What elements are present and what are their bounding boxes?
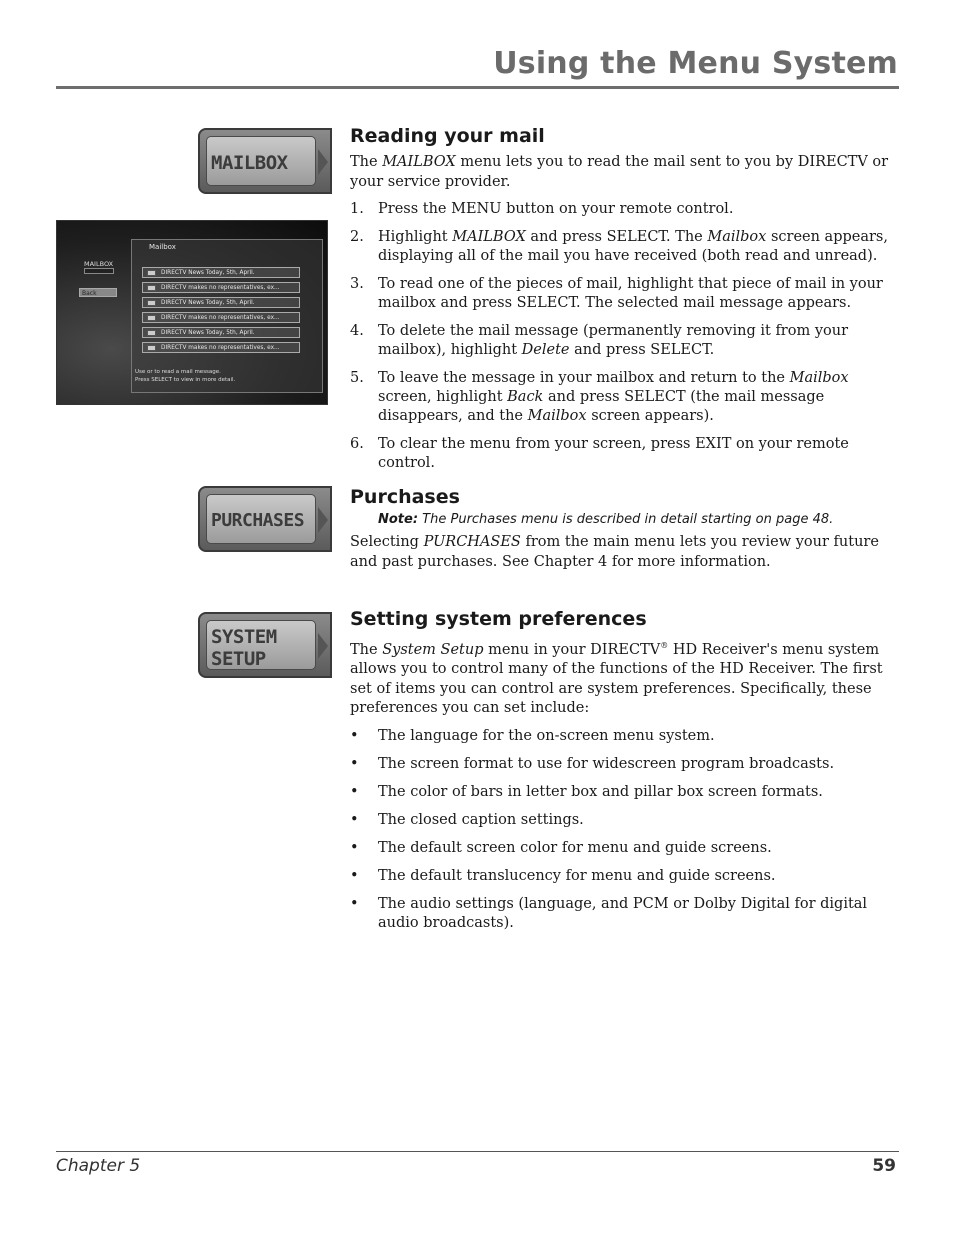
step-text: To delete the mail message (permanently removing it from your mailbox), highlight: [378, 323, 849, 358]
step-number: 5.: [350, 370, 364, 386]
step-text: Highlight: [378, 229, 453, 245]
bullet-icon: •: [350, 783, 359, 800]
preferences-list: [350, 727, 898, 933]
mailbox-menu-tab: [198, 128, 332, 194]
step-text: and press SELECT (the mail message disappears, and the: [378, 389, 825, 424]
step-number: 2.: [350, 229, 364, 245]
preference-text: The audio settings (language, and PCM or Dolby Digital for digital audio broadcasts).: [378, 895, 868, 931]
section-intro: [350, 636, 898, 719]
mail-message-text: DIRECTV makes no representatives, ex...: [161, 345, 280, 351]
page-title: Using the Menu System: [493, 46, 898, 81]
tab-line: SYSTEM: [211, 626, 277, 648]
preference-text: The closed caption settings.: [378, 811, 584, 828]
step-text-italic: Mailbox: [789, 370, 849, 386]
mail-message-row: [142, 297, 300, 308]
section-heading: Reading your mail: [350, 125, 545, 147]
step-item: [350, 435, 898, 473]
footer-page-number: 59: [872, 1156, 896, 1176]
step-number: 4.: [350, 323, 364, 339]
text: The: [350, 641, 383, 658]
system-setup-tab-label: [206, 620, 316, 670]
text: The: [350, 154, 383, 170]
section-heading: Purchases: [350, 486, 460, 508]
preference-text: The screen format to use for widescreen program broadcasts.: [378, 755, 835, 772]
help-text: Use or to read a mail message.: [135, 369, 221, 375]
arrow-right-icon: [318, 633, 328, 659]
purchases-section: [350, 486, 898, 572]
mail-message-text: DIRECTV News Today, 5th, April.: [161, 300, 255, 306]
envelope-icon: [147, 345, 156, 351]
mailbox-side-bar: [84, 268, 114, 274]
mail-message-text: DIRECTV News Today, 5th, April.: [161, 270, 255, 276]
step-text: screen, highlight: [378, 389, 508, 405]
note-label: Note:: [378, 512, 419, 527]
envelope-icon: [147, 285, 156, 291]
step-text: screen appears).: [586, 408, 714, 424]
text: HD Receiver's menu system allows you to control many of the functions of the HD Receiver. The first set of items you can control are system preferences. Specifically, these preferences you can set include:: [350, 641, 883, 717]
mailbox-tab-label: MAILBOX: [206, 136, 316, 186]
section-heading: Setting system preferences: [350, 608, 647, 630]
step-number: 6.: [350, 436, 364, 452]
preference-item: [350, 867, 898, 886]
text: from the main menu lets you review your future and past purchases. See Chapter 4 for more information.: [350, 534, 879, 570]
preference-item: [350, 895, 898, 933]
purchases-tab-label: PURCHASES: [206, 494, 316, 544]
mail-message-row: [142, 327, 300, 338]
text: menu lets you to read the mail sent to you by DIRECTV or your service provider.: [350, 154, 889, 190]
mail-message-text: DIRECTV makes no representatives, ex...: [161, 315, 280, 321]
preference-text: The language for the on-screen menu system.: [378, 727, 715, 744]
title-rule: [56, 86, 899, 89]
text-italic: PURCHASES: [423, 534, 521, 550]
step-item: [350, 200, 898, 219]
bullet-icon: •: [350, 895, 359, 912]
step-text-italic: Back: [507, 389, 544, 405]
step-text: To read one of the pieces of mail, highlight that piece of mail in your mailbox and press SELECT. The selected mail message appears.: [378, 276, 883, 311]
step-text: To clear the menu from your screen, press EXIT on your remote control.: [378, 436, 849, 471]
preference-item: [350, 839, 898, 858]
step-item: [350, 228, 898, 266]
reading-mail-section: [350, 125, 898, 482]
preference-item: [350, 727, 898, 746]
section-body: [350, 533, 898, 572]
bullet-icon: •: [350, 727, 359, 744]
footer-chapter: Chapter 5: [56, 1156, 141, 1176]
system-preferences-section: [350, 608, 898, 942]
preference-text: The default translucency for menu and guide screens.: [378, 867, 776, 884]
step-text-italic: Mailbox: [707, 229, 767, 245]
mail-message-row: [142, 282, 300, 293]
text-italic: System Setup: [382, 641, 484, 658]
steps-list: [350, 200, 898, 473]
text: Selecting: [350, 534, 424, 550]
step-item: [350, 275, 898, 313]
step-number: 1.: [350, 201, 364, 217]
tab-line: SETUP: [211, 648, 266, 670]
bullet-icon: •: [350, 811, 359, 828]
text: menu in your DIRECTV: [483, 641, 661, 658]
mailbox-side-label: MAILBOX: [84, 260, 114, 268]
mail-message-row: [142, 267, 300, 278]
mailbox-screen-illustration: [56, 220, 328, 405]
step-item: [350, 322, 898, 360]
step-text-italic: Mailbox: [527, 408, 587, 424]
section-intro: [350, 153, 898, 192]
help-text: Press SELECT to view in more detail.: [135, 377, 236, 383]
envelope-icon: [147, 315, 156, 321]
arrow-right-icon: [318, 149, 328, 175]
bullet-icon: •: [350, 839, 359, 856]
step-text: and press SELECT.: [569, 342, 715, 358]
note-text: The Purchases menu is described in detail starting on page 48.: [418, 512, 834, 527]
step-text: To leave the message in your mailbox and return to the: [378, 370, 790, 386]
mail-message-text: DIRECTV makes no representatives, ex...: [161, 285, 280, 291]
envelope-icon: [147, 270, 156, 276]
bullet-icon: •: [350, 867, 359, 884]
preference-item: [350, 811, 898, 830]
bullet-icon: •: [350, 755, 359, 772]
text-italic: MAILBOX: [382, 154, 456, 170]
footer-rule: [56, 1151, 899, 1152]
system-setup-menu-tab: [198, 612, 332, 678]
purchases-menu-tab: [198, 486, 332, 552]
back-button: Back: [79, 288, 117, 297]
mail-message-row: [142, 312, 300, 323]
envelope-icon: [147, 300, 156, 306]
note: [378, 512, 898, 527]
preference-item: [350, 783, 898, 802]
envelope-icon: [147, 330, 156, 336]
step-text: Press the MENU button on your remote control.: [378, 201, 734, 217]
step-number: 3.: [350, 276, 364, 292]
step-text: and press SELECT. The: [525, 229, 708, 245]
step-text-italic: MAILBOX: [452, 229, 526, 245]
step-item: [350, 369, 898, 426]
preference-item: [350, 755, 898, 774]
mail-message-row: [142, 342, 300, 353]
mailbox-screen-title: Mailbox: [149, 243, 176, 251]
mail-message-text: DIRECTV News Today, 5th, April.: [161, 330, 255, 336]
step-text: screen appears, displaying all of the mail you have received (both read and unread).: [378, 229, 888, 264]
preference-text: The color of bars in letter box and pillar box screen formats.: [378, 783, 823, 800]
step-text-italic: Delete: [521, 342, 570, 358]
preference-text: The default screen color for menu and guide screens.: [378, 839, 772, 856]
arrow-right-icon: [318, 507, 328, 533]
registered-mark: ®: [660, 641, 669, 650]
